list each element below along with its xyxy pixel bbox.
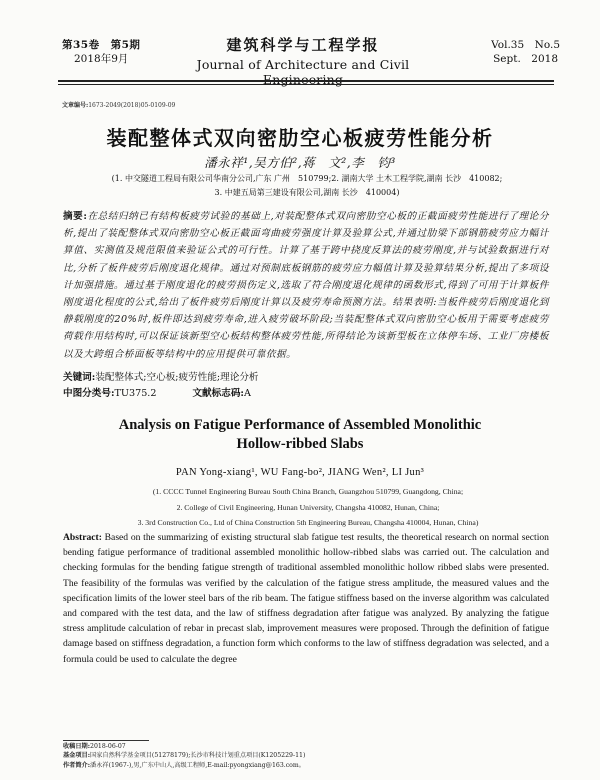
issue-info-cn [62, 38, 140, 66]
footnote-rule [63, 740, 149, 741]
affiliation-en-line: 3. 3rd Construction Co., Ltd of China Construction 5th Engineering Bureau, Changsha 410004, Hunan, China) [137, 518, 479, 527]
authors-en: PAN Yong-xiang¹, WU Fang-bo², JIANG Wen², LI Jun³ [175, 467, 425, 478]
classification-cn [63, 386, 549, 402]
volume-issue-en: Vol.35 No.5 [491, 39, 560, 51]
keywords-cn-text: 装配整体式;空心板;疲劳性能;理论分析 [95, 372, 259, 383]
affiliation-cn-line: 3. 中建五局第三建设有限公司,湖南 长沙 410004) [214, 188, 400, 197]
title-cn: 装配整体式双向密肋空心板疲劳性能分析 [106, 126, 494, 150]
author-bio-value: 潘永祥(1967-),男,广东中山人,高级工程师,E-mail:pyongxiang@163.com。 [90, 761, 305, 769]
article-number-label: 文章编号: [62, 102, 89, 109]
date-en: Sept. 2018 [493, 53, 559, 65]
footnote-author [63, 761, 553, 770]
author-bio-label: 作者简介: [63, 761, 91, 769]
page-header [0, 20, 600, 87]
date-cn: 2018年9月 [74, 53, 129, 65]
article-number-value: 1673-2049(2018)05-0109-09 [88, 102, 176, 109]
header-rule-thick [58, 80, 554, 82]
header-rule-thin [58, 84, 554, 85]
abstract-cn [63, 208, 549, 363]
abstract-cn-text: 在总结归纳已有结构板疲劳试验的基础上,对装配整体式双向密肋空心板的正截面疲劳性能进行了理论分析,提出了装配整体式双向密肋空心板正截面弯曲疲劳强度计算及验算公式,并通过肋梁下部钢筋疲劳应力幅计算值、实测值及规范限值来验证公式的可行性。计算了基于跨中挠度反算法的疲劳刚度,并与试验数据进行对比,分析了板件疲劳后刚度退化规律。通过对预制底板钢筋的疲劳应力幅值计算及验算结果分析,提出了多项设计加强措施。通过基于刚度退化的疲劳损伤定义,选取了符合刚度退化规律的函数形式,得到了可用于计算板件刚度退化程度的公式,给出了板件疲劳后刚度计算以及疲劳寿命预测方法。结果表明:当板件疲劳后刚度退化到静载刚度的20%时,板件即达到疲劳寿命,进入疲劳破坏阶段;当装配整体式双向密肋空心板用于需要考虑疲劳荷载作用结构时,可以保证该新型空心板结构整体疲劳性能,所得结论为该新型板在立体停车场、工业厂房楼板以及大跨组合桥面板等结构中的应用提供可靠依据。 [63, 211, 549, 360]
title-en-line: Hollow-ribbed Slabs [236, 436, 364, 452]
article-number [62, 100, 175, 109]
volume-issue-cn: 第35卷 第5期 [62, 39, 141, 51]
affiliation-en-line: (1. CCCC Tunnel Engineering Bureau South China Branch, Guangzhou 510799, Guangdong, China; [152, 487, 464, 496]
footnote-fund [63, 751, 553, 760]
clc-value: TU375.2 [114, 388, 157, 399]
abstract-en-text: Based on the summarizing of existing structural slab fatigue test results, the theoretical research on normal section bending fatigue performance of traditional assembled monolithic hollow-ribbed slabs was carried out. The calculation and checking formulas for the bending fatigue strength of traditional assembled monolithic hollow ribbed slabs were presented. The feasibility of the formulas was verified by the calculation of the fatigue stress amplitude, the measured values and the specification limits of the lower steel bars of the rib beam. The fatigue stiffness based on the inverse algorithm was calculated and compared with the test data, and the law of stiffness degradation after fatigue was analyzed. By analyzing the fatigue stress amplitude calculation of rebar in precast slab, improvement measures were proposed. Through the definition of fatigue damage based on stiffness degradation, a function form which conforms to the law of stiffness degradation was selected, and a formula could be used to calculate the degree [63, 532, 549, 665]
journal-name-en: Journal of Architecture and Civil Engineering [196, 57, 410, 87]
affiliations-cn [72, 172, 542, 200]
received-value: 2018-06-07 [90, 743, 126, 750]
doc-code-label: 文献标志码: [192, 388, 244, 399]
clc-label: 中图分类号: [63, 388, 115, 399]
authors-cn: 潘永祥¹,吴方伯²,蒋 文²,李 钧³ [204, 155, 396, 170]
fund-value: 国家自然科学基金项目(51278179);长沙市科技计划重点项目(K1205229-11) [90, 752, 306, 760]
abstract-en [63, 530, 549, 667]
affiliation-en-line: 2. College of Civil Engineering, Hunan University, Changsha 410082, Hunan, China; [176, 502, 440, 512]
keywords-cn-label: 关键词: [63, 372, 96, 383]
abstract-cn-label: 摘要: [63, 211, 88, 222]
affiliations-en [68, 484, 548, 531]
fund-label: 基金项目: [63, 752, 91, 760]
footnotes [63, 742, 553, 770]
keywords-cn [63, 370, 549, 386]
journal-name-cn: 建筑科学与工程学报 [226, 36, 380, 54]
received-label: 收稿日期: [63, 743, 91, 750]
footnote-received [63, 742, 553, 751]
title-en-line: Analysis on Fatigue Performance of Assembled Monolithic [118, 417, 482, 433]
issue-info-en [491, 38, 560, 66]
affiliation-cn-line: (1. 中交隧道工程局有限公司华南分公司,广东 广州 510799;2. 湖南大学 土木工程学院,湖南 长沙 410082; [111, 174, 503, 183]
abstract-en-label: Abstract: [63, 532, 102, 543]
doc-code-value: A [243, 388, 251, 399]
title-en [0, 416, 600, 454]
